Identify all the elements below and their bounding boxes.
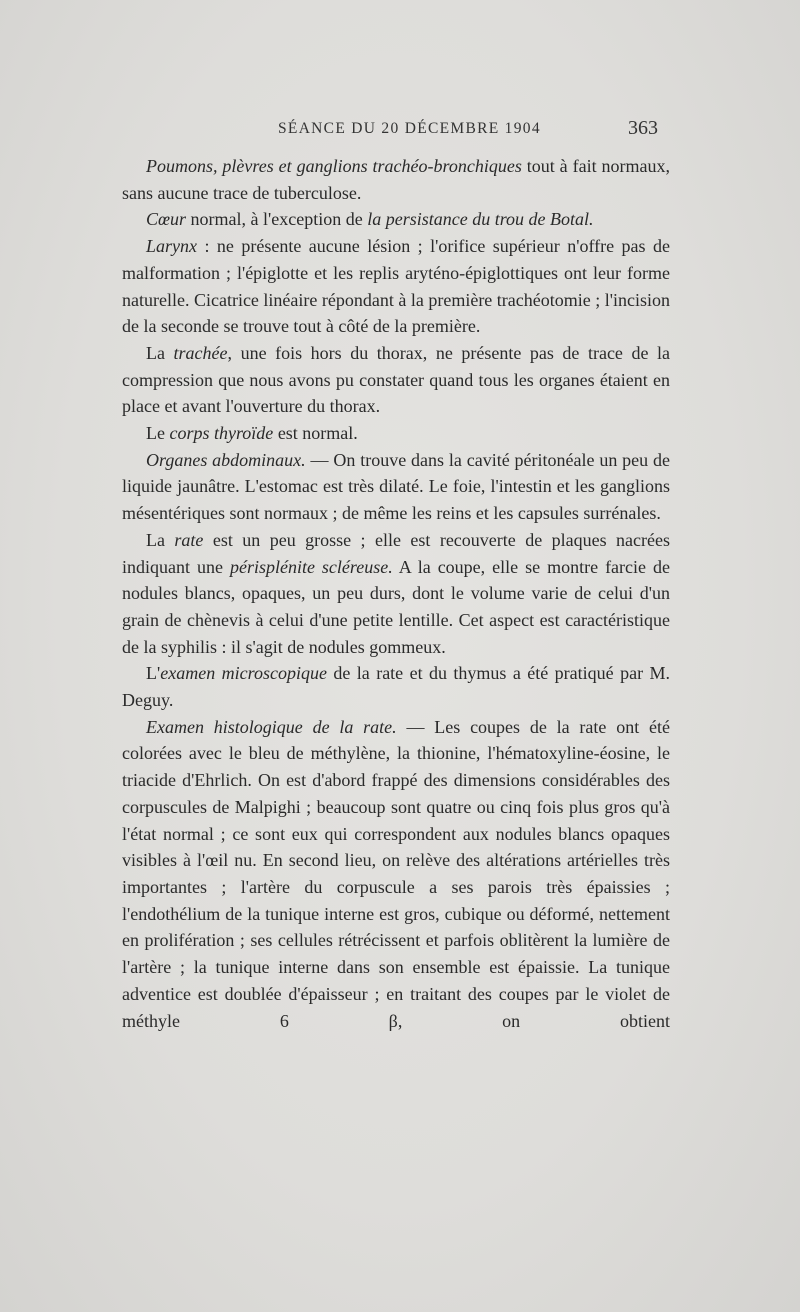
text-segment: est un peu grosse ; elle est recouverte de plaques nacrées indiquant une [122,529,670,577]
text-segment: normal, à l'exception de [186,209,368,230]
page-number: 363 [628,117,658,139]
text-italic: trachée [173,342,228,363]
text-italic: la persistance du trou de Botal. [367,209,594,230]
text-italic: rate [174,529,204,550]
paragraph [122,447,670,527]
text-segment: L' [146,663,161,684]
text-italic: périsplénite scléreuse. [229,556,393,577]
paragraph [122,153,670,206]
text-segment: tout à fait normaux, sans aucune trace de tuberculose. [122,156,670,203]
text-segment: de la rate et du thymus a été pratiqué par M. Deguy. [122,663,670,711]
text-italic: Cœur [146,209,187,230]
paragraph [122,714,670,1034]
text-segment: Le [146,423,170,444]
paragraph [122,527,670,661]
text-italic: examen microscopique [160,663,327,684]
text-segment: : ne présente aucune lésion ; l'orifice supérieur n'offre pas de malformation ; l'épiglotte et les replis aryténo-épiglottiques ont leur forme naturelle. Cicatrice linéaire répondant à la première trachéotomie ; l'incision de la seconde se trouve tout à côté de la première. [122,236,670,337]
text-italic: corps thyroïde [169,423,274,444]
paragraph [122,340,670,420]
body-text [122,153,670,1034]
text-segment: — On trouve dans la cavité péritonéale un peu de liquide jaunâtre. L'estomac est très dilaté. Le foie, l'intestin et les ganglions mésentériques sont normaux ; de même les reins et les capsules surrénales. [122,449,670,524]
paragraph [122,420,670,447]
text-segment: La [146,529,175,550]
text-segment: est normal. [273,423,358,444]
text-italic: Larynx [146,236,197,257]
text-segment: , une fois hors du thorax, ne présente pas de trace de la compression que nous avons pu constater quand tous les organes étaient en place et avant l'ouverture du thorax. [122,342,671,417]
text-italic: Examen histologique de la rate. [146,716,397,737]
text-segment: A la coupe, elle se montre farcie de nodules blancs, opaques, un peu durs, dont le volume varie de celui d'un grain de chènevis à celui d'une petite lentille. Cet aspect est caractéristique de la syphilis : il s'agit de nodules gommeux. [122,556,670,657]
text-italic: Poumons, plèvres et ganglions trachéo-bronchiques [146,156,522,176]
text-italic: Organes abdominaux. [146,449,306,470]
text-segment: — Les coupes de la rate ont été colorées avec le bleu de méthylène, la thionine, l'hématoxyline-éosine, le triacide d'Ehrlich. On est d'abord frappé des dimensions considérables des corpuscules de Malpighi ; beaucoup sont quatre ou cinq fois plus gros qu'à l'état normal ; ce sont eux qui correspondent aux nodules blancs opaques visibles à l'œil nu. En second lieu, on relève des altérations artérielles très importantes ; l'artère du corpuscule a ses parois très épaissies ; l'endothélium de la tunique interne est gros, cubique ou déformé, nettement en prolifération ; ses cellules rétrécissent et parfois oblitèrent la lumière de l'artère ; la tunique interne dans son ensemble est épaissie. La tunique adventice est doublée d'épaisseur ; en traitant des coupes par le violet de méthyle 6 β, on obtient [122,716,670,1031]
text-segment: La [146,342,174,363]
page-header [0,117,800,143]
paragraph [122,233,670,340]
paragraph [122,206,670,233]
running-head: SÉANCE DU 20 DÉCEMBRE 1904 [278,120,541,137]
paragraph [122,660,670,713]
